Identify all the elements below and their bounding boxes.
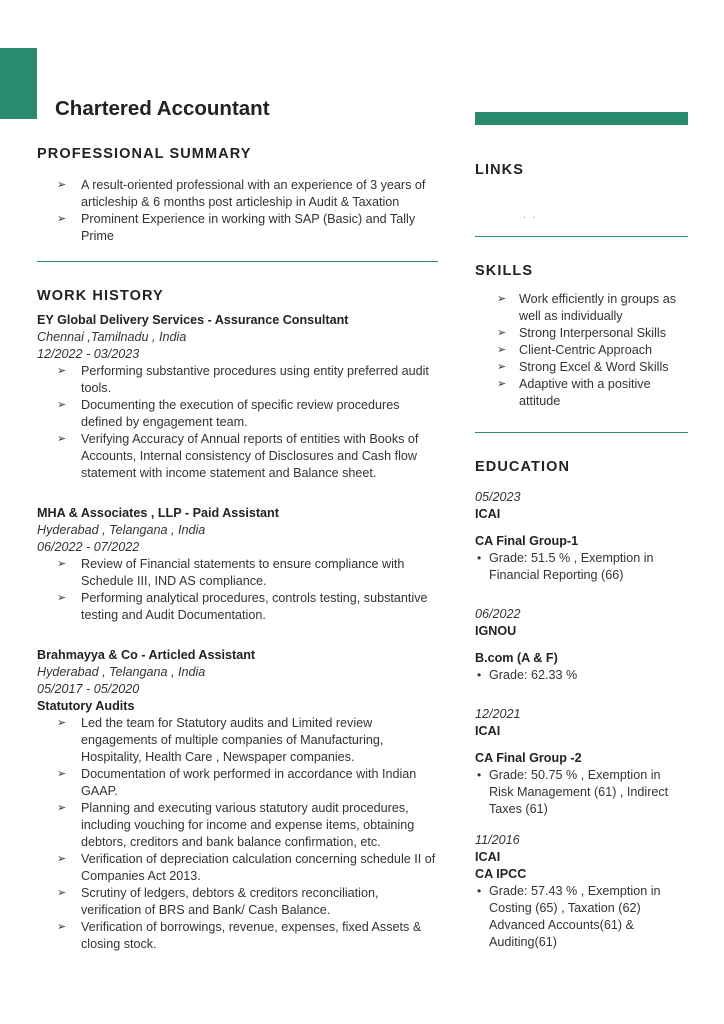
education-entry	[475, 489, 688, 584]
education-details: • Grade: 57.43 % , Exemption in Costing (65) , Taxation (62) Advanced Accounts(61) & Auditing(61)	[475, 883, 688, 951]
skills-list	[475, 291, 688, 410]
education-degree: B.com (A & F)	[475, 651, 558, 665]
job-subheading: Statutory Audits	[37, 699, 135, 713]
left-column	[37, 146, 438, 953]
skill-item: ➢ Strong Excel & Word Skills	[475, 359, 688, 376]
education-degree: CA Final Group-1	[475, 534, 579, 548]
education-entry	[475, 606, 688, 684]
education-date: 06/2022	[475, 607, 521, 621]
job-bullet: ➢ Performing analytical procedures, controls testing, substantive testing and Audit Documentation.	[37, 590, 438, 624]
education-details: • Grade: 50.75 % , Exemption in Risk Management (61) , Indirect Taxes (61)	[475, 767, 688, 818]
skill-item: ➢ Strong Interpersonal Skills	[475, 325, 688, 342]
education-entry	[475, 832, 688, 951]
education-heading: EDUCATION	[475, 459, 571, 475]
education-degree: CA Final Group -2	[475, 751, 582, 765]
summary-heading: PROFESSIONAL SUMMARY	[37, 146, 252, 162]
resume-title: Chartered Accountant	[55, 97, 270, 120]
job-location: Hyderabad , Telangana , India	[37, 523, 206, 537]
job-bullet: ➢ Verification of borrowings, revenue, expenses, fixed Assets & closing stock.	[37, 919, 438, 953]
job-dates: 05/2017 - 05/2020	[37, 682, 140, 696]
job-bullet: ➢ Review of Financial statements to ensure compliance with Schedule III, IND AS compliance.	[37, 556, 438, 590]
job-bullet: ➢ Verifying Accuracy of Annual reports of entities with Books of Accounts, Internal consistency of Disclosures and Cash flow statement with income statement and Balance sheet.	[37, 431, 438, 482]
right-column	[475, 162, 688, 951]
links-heading: LINKS	[475, 162, 524, 178]
links-placeholder: . .	[523, 210, 538, 221]
education-institution: ICAI	[475, 507, 501, 521]
sidebar-accent-bar	[475, 112, 688, 125]
job-dates: 06/2022 - 07/2022	[37, 540, 140, 554]
education-date: 05/2023	[475, 490, 521, 504]
education-entry	[475, 706, 688, 818]
job-bullets	[37, 715, 438, 953]
education-degree: CA IPCC	[475, 867, 527, 881]
job-bullet: ➢ Planning and executing various statutory audit procedures, including vouching for income and expense items, obtaining debtors, creditors and bank balance confirmation, etc.	[37, 800, 438, 851]
job-company: Brahmayya & Co - Articled Assistant	[37, 648, 256, 662]
summary-list	[37, 177, 438, 245]
job-bullet: ➢ Scrutiny of ledgers, debtors & creditors reconciliation, verification of BRS and Bank/ Cash Balance.	[37, 885, 438, 919]
skill-item: ➢ Work efficiently in groups as well as individually	[475, 291, 688, 325]
section-divider	[475, 432, 688, 433]
section-divider	[37, 261, 438, 262]
job-company: EY Global Delivery Services - Assurance Consultant	[37, 313, 349, 327]
job-dates: 12/2022 - 03/2023	[37, 347, 140, 361]
job-entry	[37, 312, 438, 482]
job-bullet: ➢ Documenting the execution of specific review procedures defined by engagement team.	[37, 397, 438, 431]
skill-item: ➢ Adaptive with a positive attitude	[475, 376, 688, 410]
skills-heading: SKILLS	[475, 263, 534, 279]
education-institution: IGNOU	[475, 624, 517, 638]
header-accent-bar	[0, 48, 37, 119]
education-details: • Grade: 51.5 % , Exemption in Financial Reporting (66)	[475, 550, 688, 584]
skill-item: ➢ Client-Centric Approach	[475, 342, 688, 359]
job-bullet: ➢ Performing substantive procedures using entity preferred audit tools.	[37, 363, 438, 397]
job-location: Hyderabad , Telangana , India	[37, 665, 206, 679]
section-divider	[475, 236, 688, 237]
summary-item: ➢ Prominent Experience in working with SAP (Basic) and Tally Prime	[37, 211, 438, 245]
job-entry	[37, 505, 438, 624]
job-bullets	[37, 556, 438, 624]
education-date: 12/2021	[475, 707, 521, 721]
job-location: Chennai ,Tamilnadu , India	[37, 330, 187, 344]
job-bullet: ➢ Documentation of work performed in accordance with Indian GAAP.	[37, 766, 438, 800]
education-details: • Grade: 62.33 %	[475, 667, 688, 684]
job-entry	[37, 647, 438, 953]
work-heading: WORK HISTORY	[37, 288, 164, 304]
job-company: MHA & Associates , LLP - Paid Assistant	[37, 506, 279, 520]
job-bullet: ➢ Verification of depreciation calculation concerning schedule II of Companies Act 2013.	[37, 851, 438, 885]
education-date: 11/2016	[475, 833, 520, 847]
job-bullets	[37, 363, 438, 482]
summary-item: ➢ A result-oriented professional with an experience of 3 years of articleship & 6 months post articleship in Audit & Taxation	[37, 177, 438, 211]
education-institution: ICAI	[475, 724, 501, 738]
job-bullet: ➢ Led the team for Statutory audits and Limited review engagements of multiple companies of Manufacturing, Hospitality, Health Care , Newspaper companies.	[37, 715, 438, 766]
education-institution: ICAI	[475, 850, 501, 864]
